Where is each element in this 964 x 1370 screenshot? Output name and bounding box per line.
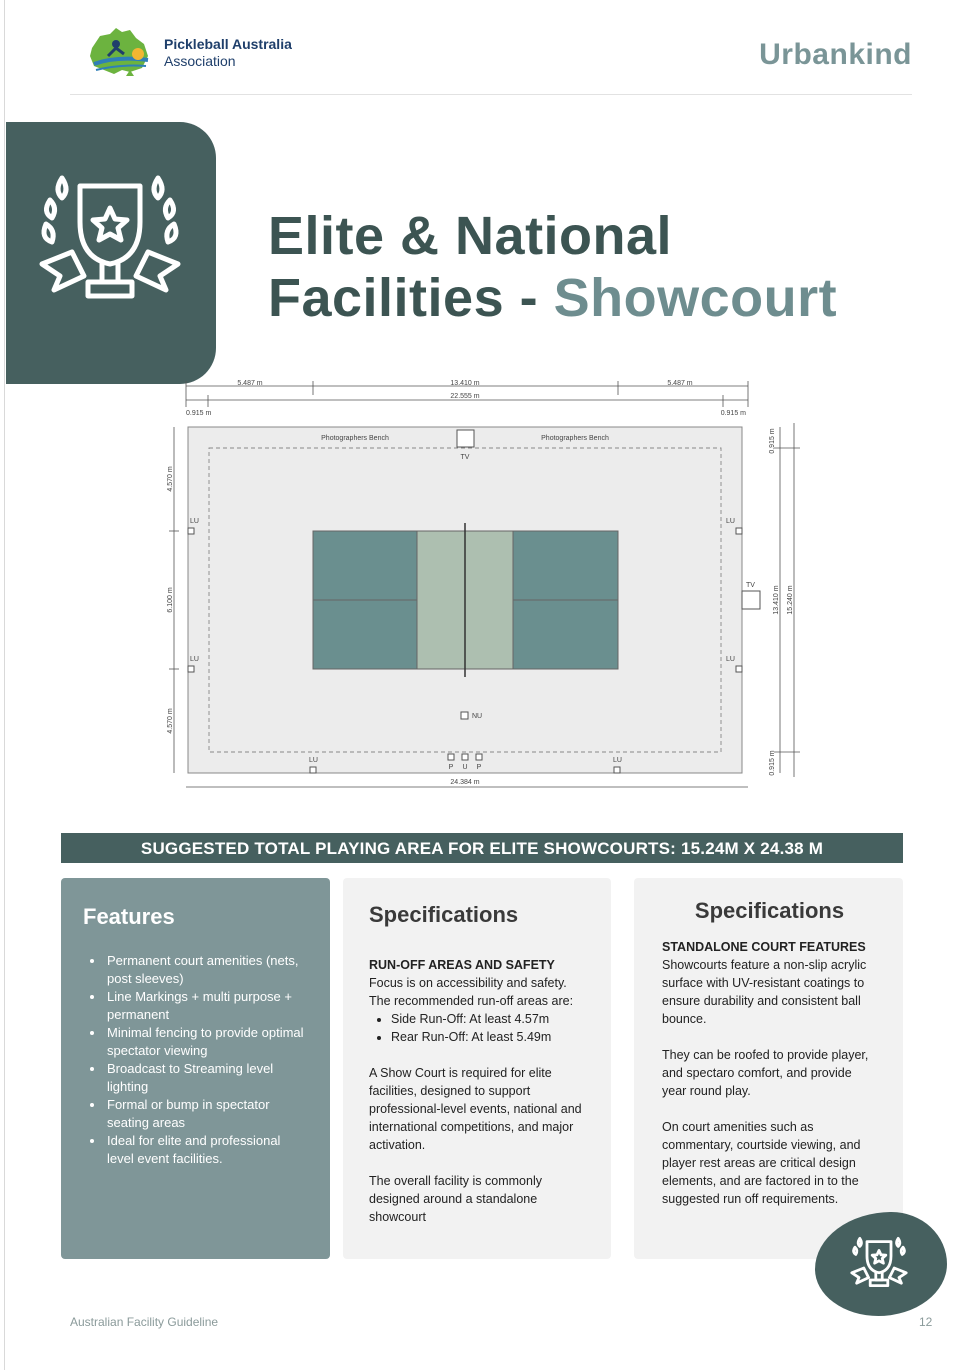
title-line2 (268, 267, 837, 329)
court-plan-diagram (160, 375, 820, 795)
features-card (61, 878, 330, 1259)
p-label: P (476, 764, 482, 771)
court-right-bottom (513, 600, 618, 669)
playing-area-banner: SUGGESTED TOTAL PLAYING AREA FOR ELITE SHOWCOURTS: 15.24M X 24.38 M (61, 833, 903, 863)
page-header (70, 24, 912, 95)
list-item: • Broadcast to Streaming level lighting (105, 1060, 308, 1096)
specifications-heading: Specifications (694, 898, 845, 923)
list-item: • Minimal fencing to provide optimal spectator viewing (105, 1024, 308, 1060)
tv-label-side: TV (746, 582, 755, 589)
lu-marker (736, 528, 742, 534)
lu-label: LU (309, 757, 318, 764)
trophy-icon (847, 1236, 911, 1296)
u-marker (462, 754, 468, 760)
tv-position-side (742, 591, 760, 609)
dim-right-overall: 15.240 m (787, 585, 794, 615)
amenities-paragraph: On court amenities such as commentary, courtside viewing, and player rest areas are critical design elements, and are factored in to the suggested run off requirements. (662, 1120, 861, 1206)
lu-label: LU (190, 518, 199, 525)
dim-corner-left: 0.915 m (186, 410, 212, 417)
court-left-top (313, 531, 417, 600)
brand-wordmark: Urbankind (759, 38, 912, 71)
nu-marker (461, 712, 468, 719)
u-label: U (462, 764, 468, 771)
photographers-bench-right: Photographers Bench (541, 435, 609, 442)
lu-label: LU (726, 518, 735, 525)
p-marker (476, 754, 482, 760)
standalone-subheading: STANDALONE COURT FEATURES (662, 940, 866, 954)
trophy-icon (32, 172, 188, 322)
dim-top-center: 13.410 m (450, 380, 480, 387)
title-accent: Showcourt (553, 268, 838, 328)
lu-marker (188, 528, 194, 534)
runoff-list (369, 1010, 585, 1046)
tv-label-top: TV (460, 454, 470, 461)
title-line1: Elite & National (268, 206, 673, 266)
showcourt-paragraph: A Show Court is required for elite facilities, designed to support professional-level events, national and international competitions, and major activation. (369, 1066, 582, 1152)
p-label: P (448, 764, 454, 771)
footer-guideline: Australian Facility Guideline (70, 1315, 219, 1329)
nu-label: NU (472, 713, 483, 720)
dim-left-mid: 6.100 m (167, 587, 174, 613)
dim-top-right: 5.487 m (667, 380, 693, 387)
dim-right-mid: 13.410 m (773, 585, 780, 615)
dim-left-bottom: 4.570 m (167, 708, 174, 734)
dim-corner-right: 0.915 m (720, 410, 746, 417)
lu-marker (736, 666, 742, 672)
dim-top-left: 5.487 m (237, 380, 263, 387)
dim-right-top: 0.915 m (769, 428, 776, 454)
lu-label: LU (726, 656, 735, 663)
org-name (164, 36, 292, 70)
court-right-top (513, 531, 618, 600)
dim-overall-top: 22.555 m (450, 393, 480, 400)
surface-paragraph: Showcourts feature a non-slip acrylic surface with UV-resistant coatings to ensure durability and consistent ball bounce. (662, 958, 867, 1026)
list-item: • Rear Run-Off: At least 5.49m (391, 1028, 585, 1046)
lu-marker (188, 666, 194, 672)
roof-paragraph: They can be roofed to provide player, and spectaro comfort, and provide year round play. (662, 1048, 869, 1098)
list-item: • Line Markings + multi purpose + permanent (105, 988, 308, 1024)
p-marker (448, 754, 454, 760)
page-title (268, 205, 837, 329)
runoff-subheading: RUN-OFF AREAS AND SAFETY (369, 958, 555, 972)
title-line2-main: Facilities - (268, 268, 554, 328)
lu-marker (614, 767, 620, 773)
lu-marker (310, 767, 316, 773)
runoff-intro: Focus is on accessibility and safety. The recommended run-off areas are: (369, 976, 574, 1008)
court-left-bottom (313, 600, 417, 669)
dim-right-bottom: 0.915 m (769, 750, 776, 776)
features-list (83, 952, 308, 1168)
org-name-line1: Pickleball Australia (164, 36, 292, 52)
list-item: • Side Run-Off: At least 4.57m (391, 1010, 585, 1028)
photographers-bench-left: Photographers Bench (321, 435, 389, 442)
features-heading: Features (83, 904, 175, 929)
list-item: • Permanent court amenities (nets, post sleeves) (105, 952, 308, 988)
facility-paragraph: The overall facility is commonly designed around a standalone showcourt (369, 1174, 542, 1224)
dim-left-top: 4.570 m (167, 466, 174, 492)
specifications-card-standalone (634, 878, 903, 1259)
tv-position-top (457, 430, 474, 447)
dim-bottom: 24.384 m (450, 779, 480, 786)
pickleball-australia-logo (86, 26, 156, 82)
lu-label: LU (613, 757, 622, 764)
org-name-line2: Association (164, 53, 236, 69)
kitchen-right (465, 531, 513, 669)
kitchen-left (417, 531, 465, 669)
list-item: • Formal or bump in spectator seating areas (105, 1096, 308, 1132)
page-number: 12 (919, 1315, 933, 1329)
lu-label: LU (190, 656, 199, 663)
specifications-heading: Specifications (369, 902, 519, 927)
list-item: • Ideal for elite and professional level event facilities. (105, 1132, 308, 1168)
specifications-card-runoff (343, 878, 611, 1259)
title-badge (6, 122, 216, 384)
page-edge-line (4, 0, 5, 1370)
